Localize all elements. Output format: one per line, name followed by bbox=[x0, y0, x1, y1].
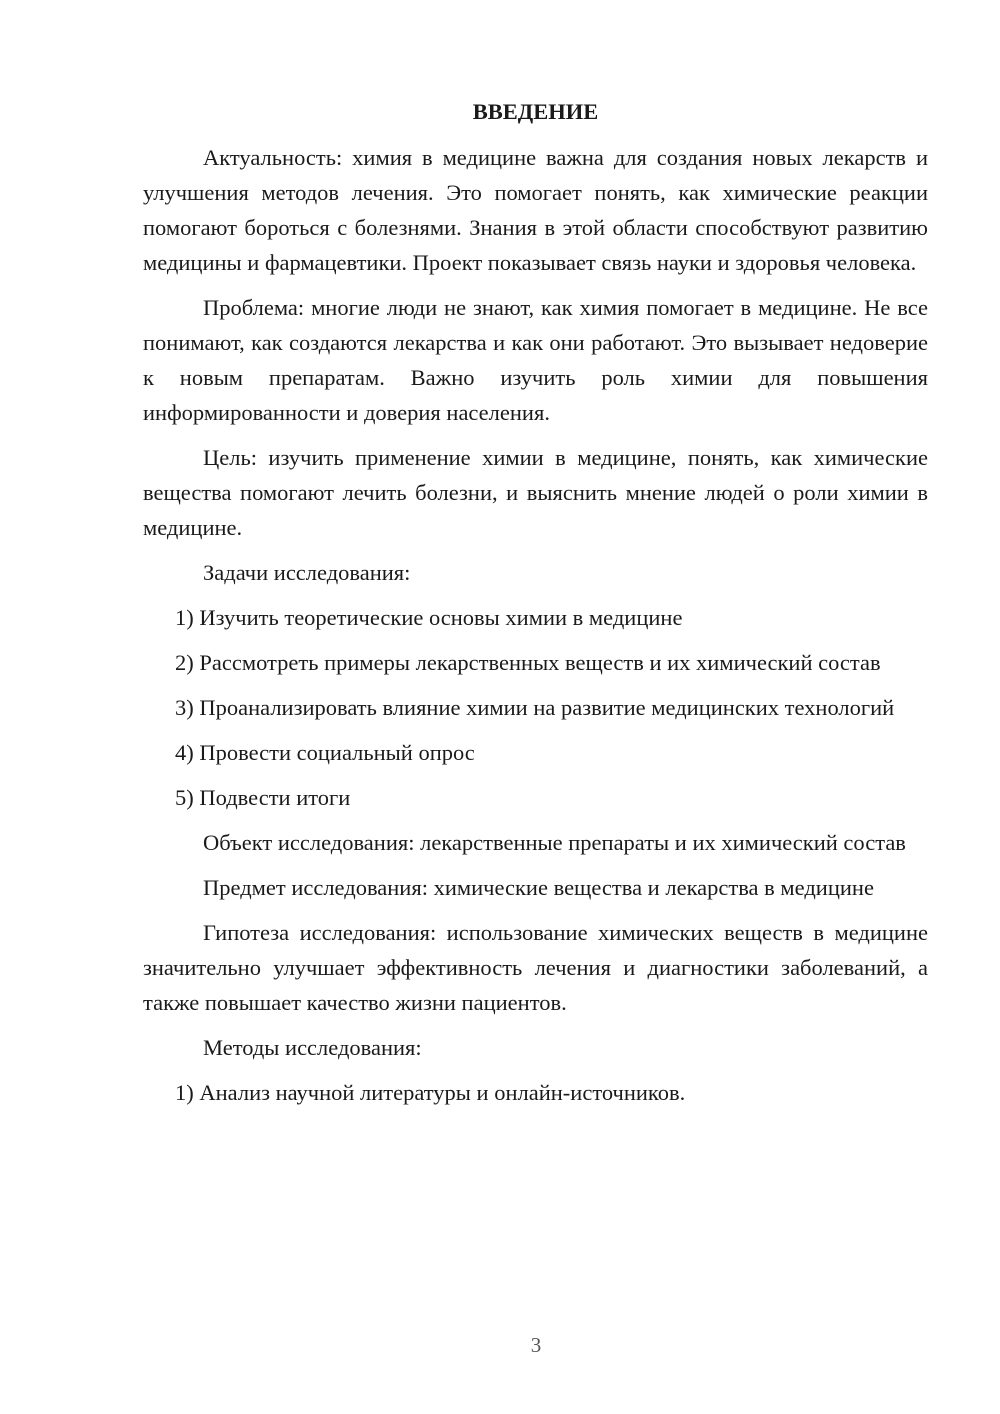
hypothesis-paragraph: Гипотеза исследования: использование химических веществ в медицине значительно улучшает эффективность лечения и диагностики заболеваний, а также повышает качество жизни пациентов. bbox=[143, 920, 928, 1015]
problem-paragraph: Проблема: многие люди не знают, как химия помогает в медицине. Не все понимают, как создаются лекарства и как они работают. Это вызывает недоверие к новым препаратам. Важно изучить роль химии для повышения информированности и доверия населения. bbox=[143, 295, 928, 425]
object-paragraph: Объект исследования: лекарственные препараты и их химический состав bbox=[203, 830, 906, 855]
task-item-3: 3) Проанализировать влияние химии на развитие медицинских технологий bbox=[175, 695, 895, 720]
goal-paragraph: Цель: изучить применение химии в медицине, понять, как химические вещества помогают лечить болезни, и выяснить мнение людей о роли химии в медицине. bbox=[143, 445, 928, 540]
task-item-5: 5) Подвести итоги bbox=[175, 785, 351, 810]
page-number: 3 bbox=[530, 1333, 542, 1357]
task-item-4: 4) Провести социальный опрос bbox=[175, 740, 475, 765]
page-title: ВВЕДЕНИЕ bbox=[472, 99, 599, 124]
methods-heading: Методы исследования: bbox=[203, 1035, 422, 1060]
method-item-1: 1) Анализ научной литературы и онлайн-источников. bbox=[175, 1080, 686, 1105]
task-item-1: 1) Изучить теоретические основы химии в медицине bbox=[175, 605, 683, 630]
tasks-heading: Задачи исследования: bbox=[203, 560, 411, 585]
subject-paragraph: Предмет исследования: химические вещества и лекарства в медицине bbox=[203, 875, 874, 900]
relevance-paragraph: Актуальность: химия в медицине важна для создания новых лекарств и улучшения методов лечения. Это помогает понять, как химические реакции помогают бороться с болезнями. Знания в этой области способствуют развитию медицины и фармацевтики. Проект показывает связь науки и здоровья человека. bbox=[143, 145, 928, 275]
page-content bbox=[143, 94, 928, 1120]
task-item-2: 2) Рассмотреть примеры лекарственных веществ и их химический состав bbox=[175, 650, 881, 675]
